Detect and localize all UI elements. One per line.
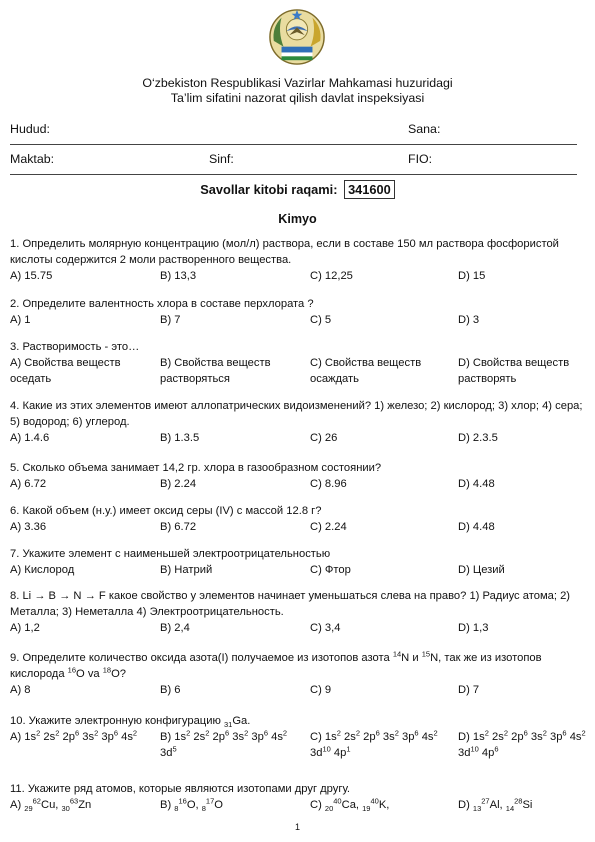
answer-option-a[interactable]: A) 15.75: [10, 270, 53, 282]
question-text: 4. Какие из этих элементов имеют аллопатрических видоизменений? 1) железо; 2) кислород; 3) хлор; 4) сера; 5) водород; 6) углерод.: [10, 400, 583, 428]
question-text: 1. Определить молярную концентрацию (мол/л) раствора, если в составе 150 мл раствора фосфористой кислоты содержится 2 моли растворенного вещества.: [10, 238, 559, 266]
date-label: Sana:: [408, 122, 441, 136]
answer-option-b[interactable]: B) 2,4: [160, 622, 190, 634]
question-6: [10, 503, 585, 535]
answer-option-d[interactable]: D) $1s^2$ $2s^2$ $2p^6$ $3s^2$ $3p^6$ $4s^2$ $3d^{10}$ $4p^6$: [458, 728, 586, 759]
answer-options: [10, 562, 585, 578]
header-line-1: O‘zbekiston Respublikasi Vazirlar Mahkamasi huzuridagi: [142, 76, 453, 90]
school-label: Maktab:: [10, 152, 55, 166]
answer-option-c[interactable]: C) 9: [310, 684, 332, 696]
answer-option-d[interactable]: D) 3: [458, 314, 480, 326]
answer-option-a[interactable]: A) 8: [10, 684, 31, 696]
answer-options: [10, 476, 585, 492]
answer-option-c[interactable]: C) 3,4: [310, 622, 341, 634]
answer-option-a[interactable]: A) $1s^2$ $2s^2$ $2p^6$ $3s^2$ $3p^6$ $4s^2$: [10, 728, 138, 743]
answer-options: [10, 797, 585, 813]
question-9: [10, 650, 585, 698]
answer-option-d[interactable]: D) $_{13}^{27}$Al, $_{14}^{28}$Si: [458, 796, 533, 814]
question-text: 5. Сколько объема занимает 14,2 гр. хлора в газообразном состоянии?: [10, 462, 382, 474]
answer-option-d[interactable]: D) 4.48: [458, 521, 495, 533]
answer-option-b[interactable]: B) 1.3.5: [160, 432, 200, 444]
answer-option-b[interactable]: B) 6.72: [160, 521, 197, 533]
answer-option-a[interactable]: A) 3.36: [10, 521, 47, 533]
name-label: FIO:: [408, 152, 433, 166]
page-number: 1: [294, 822, 300, 832]
question-text: 3. Растворимость - это…: [10, 341, 140, 353]
question-text: 9. Определите количество оксида азота(I) получаемое из изотопов азота $^{14}$N и $^{15}$N, так же из изотопов кислорода $^{16}$O va $^{18}$O?: [10, 649, 542, 680]
answer-option-a[interactable]: A) $_{29}^{62}$Cu, $_{30}^{63}$Zn: [10, 796, 92, 814]
subject-title: Kimyo: [278, 212, 317, 226]
answer-option-c[interactable]: C) Фтор: [310, 564, 351, 576]
state-emblem-icon: [268, 8, 326, 66]
question-10: [10, 713, 585, 761]
answer-options: [10, 682, 585, 698]
question-text: 8. Li → B → N → F какое свойство у элементов начинает уменьшаться слева на право? 1) Радиус атома; 2) Металла; 3) Неметалла 4) Электроотрицательность.: [10, 590, 571, 618]
divider-bottom: [10, 174, 577, 175]
answer-option-a[interactable]: A) Свойства веществ оседать: [10, 357, 121, 385]
question-2: [10, 296, 585, 328]
answer-option-c[interactable]: C) $1s^2$ $2s^2$ $2p^6$ $3s^2$ $3p^6$ $4s^2$ $3d^{10}$ $4p^1$: [310, 728, 438, 759]
answer-options: [10, 430, 585, 446]
answer-options: [10, 620, 585, 636]
answer-option-c[interactable]: C) 2.24: [310, 521, 347, 533]
question-text: 10. Укажите электронную конфигурацию $_{31}$Ga.: [10, 715, 251, 730]
header-line-2: Ta’lim sifatini nazorat qilish davlat inspeksiyasi: [170, 91, 425, 105]
answer-options: [10, 519, 585, 535]
question-text: 7. Укажите элемент с наименьшей электроотрицательностью: [10, 548, 331, 560]
answer-option-c[interactable]: C) 26: [310, 432, 338, 444]
question-3: [10, 339, 585, 387]
question-text: 11. Укажите ряд атомов, которые являются изотопами друг другу.: [10, 783, 351, 795]
answer-option-c[interactable]: C) $_{20}^{40}$Ca, $_{19}^{40}$K,: [310, 796, 390, 814]
answer-option-b[interactable]: B) $1s^2$ $2s^2$ $2p^6$ $3s^2$ $3p^6$ $4s^2$ $3d^5$: [160, 728, 288, 759]
answer-option-c[interactable]: C) 12,25: [310, 270, 353, 282]
answer-option-c[interactable]: C) 8.96: [310, 478, 347, 490]
question-text: 2. Определите валентность хлора в составе перхлората ?: [10, 298, 314, 310]
question-book-number-box: 341600: [344, 180, 395, 199]
grade-label: Sinf:: [209, 152, 234, 166]
answer-options: [10, 355, 585, 387]
answer-option-a[interactable]: A) 1.4.6: [10, 432, 50, 444]
answer-option-b[interactable]: B) 7: [160, 314, 181, 326]
answer-option-d[interactable]: D) 4.48: [458, 478, 495, 490]
answer-option-b[interactable]: B) 2.24: [160, 478, 197, 490]
answer-option-d[interactable]: D) 1,3: [458, 622, 489, 634]
answer-option-b[interactable]: B) 13,3: [160, 270, 197, 282]
question-7: [10, 546, 585, 578]
answer-option-d[interactable]: D) 2.3.5: [458, 432, 498, 444]
answer-options: [10, 729, 585, 761]
answer-options: [10, 312, 585, 328]
answer-option-b[interactable]: B) Свойства веществ растворяться: [160, 357, 271, 385]
answer-option-c[interactable]: C) Свойства веществ осаждать: [310, 357, 422, 385]
question-5: [10, 460, 585, 492]
question-4: [10, 398, 585, 446]
answer-option-b[interactable]: B) $_8^{16}$O, $_8^{17}$O: [160, 796, 223, 814]
question-book-label: Savollar kitobi raqami:: [200, 182, 338, 197]
question-8: [10, 588, 585, 636]
question-1: [10, 236, 585, 284]
answer-option-d[interactable]: D) 15: [458, 270, 486, 282]
region-label: Hudud:: [10, 122, 50, 136]
answer-option-d[interactable]: D) Цезий: [458, 564, 505, 576]
answer-option-a[interactable]: A) 1,2: [10, 622, 40, 634]
question-book-number: [0, 180, 595, 199]
answer-option-d[interactable]: D) Свойства веществ растворять: [458, 357, 570, 385]
answer-option-c[interactable]: C) 5: [310, 314, 332, 326]
question-11: [10, 781, 585, 813]
answer-option-d[interactable]: D) 7: [458, 684, 480, 696]
answer-option-b[interactable]: B) 6: [160, 684, 181, 696]
answer-option-a[interactable]: A) 6.72: [10, 478, 47, 490]
answer-options: [10, 268, 585, 284]
question-text: 6. Какой объем (н.у.) имеет оксид серы (IV) с массой 12.8 г?: [10, 505, 322, 517]
answer-option-a[interactable]: A) 1: [10, 314, 31, 326]
answer-option-a[interactable]: A) Кислород: [10, 564, 75, 576]
divider-top: [10, 144, 577, 145]
answer-option-b[interactable]: B) Натрий: [160, 564, 213, 576]
